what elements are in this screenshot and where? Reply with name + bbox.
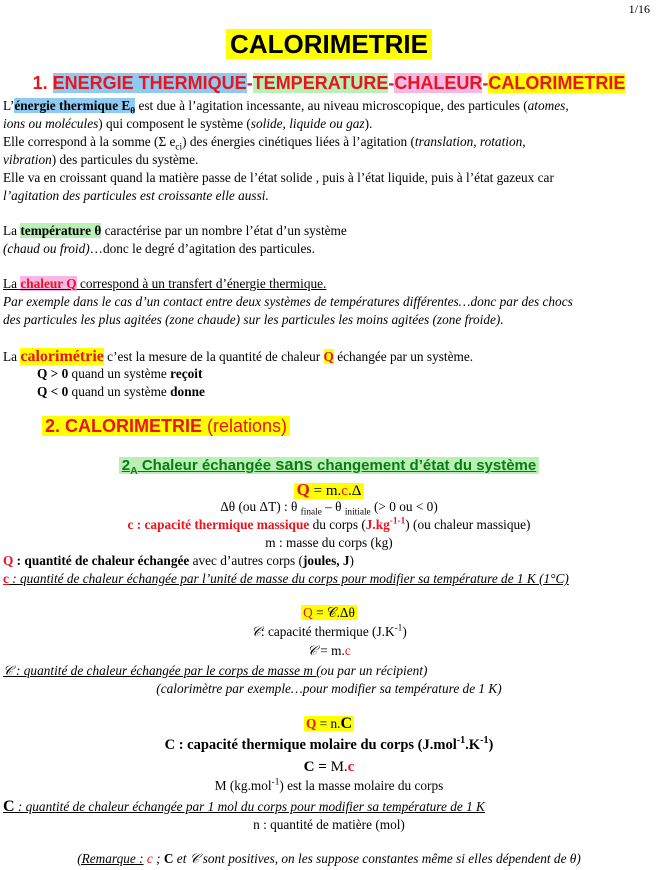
temperature-term: température θ [20,223,102,238]
energie-line-3: Elle correspond à la somme (Σ $e_{ci}$) des énergies cinétiques liées à l’agitation (translation, rotation, [3,134,526,153]
energie-line-1: L’énergie thermique $E_\theta$ est due à l’agitation incessante, au niveau microscopique, des particules (atomes, [3,98,569,117]
document-title: CALORIMETRIE [0,28,658,61]
capacite-molaire-meaning: C : quantité de chaleur échangée par 1 mol du corps pour modifier sa température de 1 K [3,798,485,815]
energie-term: énergie thermique $E_\theta$ [14,98,136,117]
capacite-meaning: 𝒞 : quantité de chaleur échangée par le corps de masse m (ou par un récipient) [3,663,428,678]
temperature-line-2: (chaud ou froid)…donc le degré d’agitation des particules. [3,241,315,256]
energie-line-2: ions ou molécules) qui composent le système (solide, liquide ou gaz). [3,116,373,131]
formula-q-mc: Q = m.c.Δ [0,479,658,501]
temperature-line-1: La température θ caractérise par un nombre l’état d’un système [3,223,347,238]
chaleur-line-2: Par exemple dans le cas d’un contact entre deux systèmes de températures différentes…donc par des chocs [3,294,573,309]
calorimetrie-line-1: La calorimétrie c’est la mesure de la quantité de chaleur Q échangée par un système. [3,348,474,365]
energie-line-5: Elle va en croissant quand la matière passe de l’état solide , puis à l’état liquide, puis à l’état gazeux car [3,170,554,185]
capacite-meaning-2: (calorimètre par exemple…pour modifier sa température de 1 K) [156,681,502,696]
formula-C-Mc: C = M.c [303,759,355,775]
energie-line-6: l’agitation des particules est croissante elle aussi. [3,188,269,203]
chaleur-line-1: La chaleur Q correspond à un transfert d’énergie thermique. [3,276,327,291]
page-number: 1/16 [628,2,650,16]
capacite-thermique-def: 𝒞: capacité thermique $(J.K^{-1})$ [251,623,407,639]
mass-def: m : masse du corps (kg) [265,535,393,550]
energie-line-4: vibration) des particules du système. [3,152,199,167]
c-massique-def: c : capacité thermique massique du corps $(J.kg^{-1-1})$ (ou chaleur massique) [127,516,531,532]
c-meaning: c : quantité de chaleur échangée par l’unité de masse du corps pour modifier sa température de 1 K (1°C) [3,571,569,586]
section-2-heading: 2. CALORIMETRIE (relations) [42,415,290,438]
chaleur-line-3: des particules les plus agitées (zone chaude) sur les particules les moins agitées (zone froide). [3,312,504,327]
calorimetrie-term: calorimétrie [20,348,104,365]
delta-theta-def: Δθ (ou ΔT) : θ $_{finale}$ – θ $_{initiale}$ (> 0 ou < 0) [220,499,438,518]
calorimetrie-line-3: Q < 0 quand un système donne [37,384,205,399]
remarque: (Remarque : c ; C et 𝒞 sont positives, on les suppose constantes même si elles dépendent de θ) [77,851,581,866]
section-2a-heading: $2_A$ Chaleur échangée sans changement d’état du système [0,455,658,476]
formula-q-nC: Q = n.C [305,715,353,732]
formula-q-C: Q = 𝒞.Δθ [303,605,355,620]
molar-mass-def: M (kg.mol$^{-1}$) est la masse molaire du corps [214,777,444,793]
chaleur-term: chaleur Q [20,276,77,291]
calorimetrie-line-2: Q > 0 quand un système reçoit [37,366,203,381]
capacite-molaire-def: C : capacité thermique molaire du corps $(J.mol^{-1}.K^{-1})$ [164,735,494,753]
formula-C-mc: 𝒞 = m.c [307,643,351,658]
amount-def: n : quantité de matière (mol) [253,817,405,832]
q-def: Q : quantité de chaleur échangée avec d’autres corps (joules, J) [3,553,354,568]
section-1-heading: 1. ENERGIE THERMIQUE-TEMPERATURE-CHALEUR-CALORIMETRIE [32,73,626,93]
